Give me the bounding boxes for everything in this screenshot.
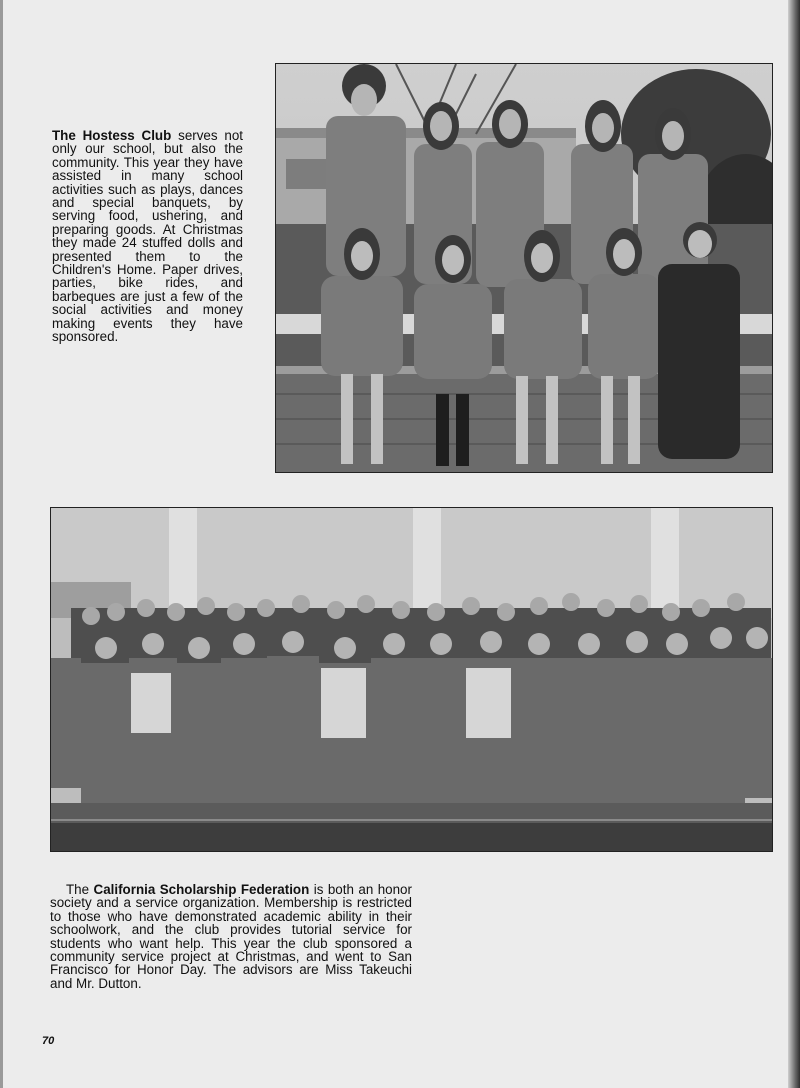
hostess-club-caption [52, 129, 243, 344]
hostess-club-title: The Hostess Club [52, 128, 172, 143]
book-gutter [788, 0, 800, 1088]
page-number: 70 [42, 1035, 55, 1047]
hostess-club-photo [275, 63, 773, 473]
csf-title: California Scholarship Federation [93, 882, 310, 897]
page-edge [0, 0, 3, 1088]
hostess-club-text: serves not only our school, but also the community. This year they have assisted in many school activities such as plays, dances and special banquets, by serving food, ushering, and preparing goods. At Christmas they made 24 stuffed dolls and presented them to the Children's Home. Paper drives, parties, bike rides, and barbeques are just a few of the social activities and money making events they have sponsored. [52, 128, 243, 345]
csf-lead: The [66, 882, 90, 897]
csf-caption [50, 883, 412, 990]
csf-text: is both an honor society and a service organization. Membership is restricted to those who have demonstrated academic ability in their schoolwork, and the club provides tutorial service for students who want help. This year the club sponsored a community service project at Christmas, and went to San Francisco for Honor Day. The advisors are Miss Takeuchi and Mr. Dutton. [50, 882, 412, 991]
csf-group-photo [50, 507, 773, 852]
